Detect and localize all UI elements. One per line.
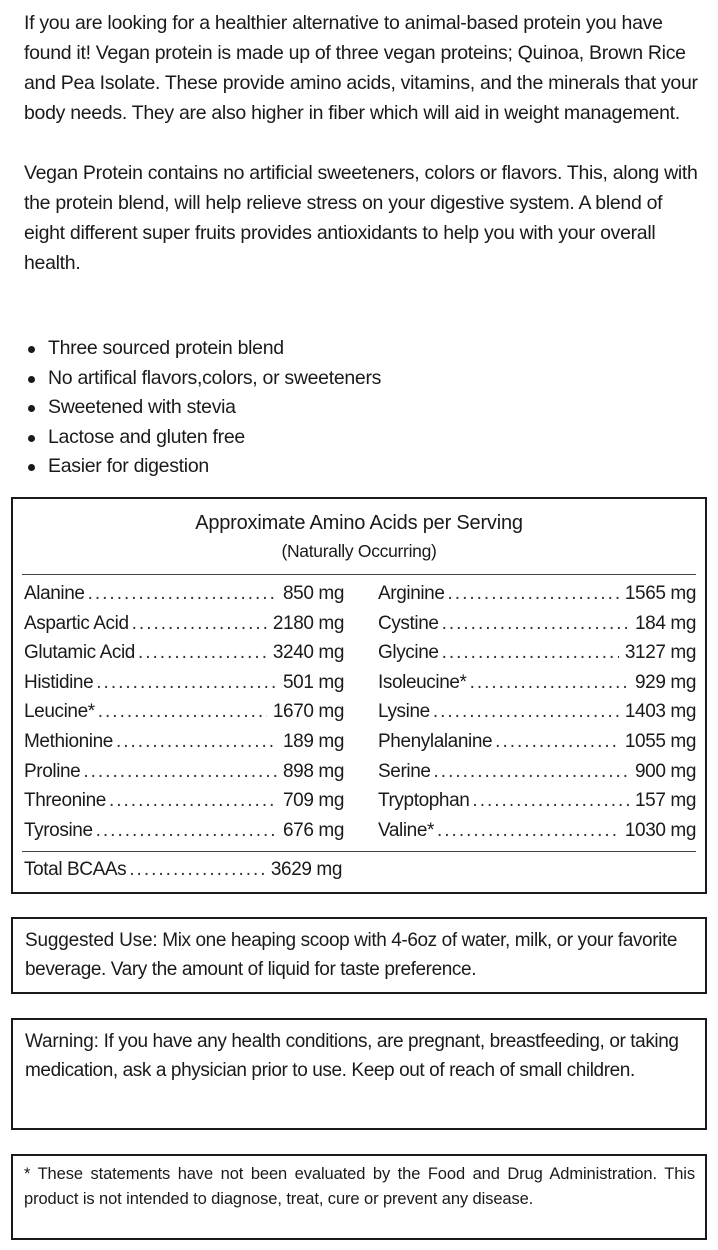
dot-leader bbox=[129, 859, 265, 881]
amino-column-right bbox=[378, 583, 696, 849]
amino-row bbox=[24, 820, 344, 850]
dot-leader bbox=[434, 761, 629, 783]
suggested-use-text bbox=[25, 927, 695, 984]
amino-name: Proline bbox=[24, 760, 81, 782]
dot-leader bbox=[88, 583, 277, 605]
amino-value: 184 mg bbox=[635, 612, 696, 634]
amino-name: Lysine bbox=[378, 701, 430, 723]
total-bcaas-row bbox=[24, 859, 342, 889]
intro-paragraph-2: Vegan Protein contains no artificial sweeteners, colors or flavors. This, along with the protein blend, will help relieve stress on your digestive system. A blend of eight different super fruits provides antioxidants to help you with your overall health. bbox=[24, 162, 698, 274]
amino-value: 1030 mg bbox=[624, 819, 696, 841]
amino-name: Valine* bbox=[378, 819, 434, 841]
feature-bullet-list bbox=[24, 334, 684, 482]
amino-row bbox=[24, 583, 344, 613]
amino-name: Methionine bbox=[24, 730, 113, 752]
warning-panel bbox=[11, 1018, 707, 1130]
table-divider bbox=[22, 574, 696, 575]
intro-paragraph-1: If you are looking for a healthier alternative to animal-based protein you have found it! Vegan protein is made up of three vegan proteins; Quinoa, Brown Rice and Pea Isolate. These provide amino acids, vitamins, and the minerals that your body needs. They are also higher in fiber which will aid in weight management. bbox=[24, 12, 698, 124]
amino-value: 2180 mg bbox=[272, 612, 344, 634]
amino-row bbox=[24, 613, 344, 643]
amino-row bbox=[378, 701, 696, 731]
fda-disclaimer-panel bbox=[11, 1154, 707, 1240]
warning-text bbox=[25, 1028, 695, 1085]
amino-value: 676 mg bbox=[283, 819, 344, 841]
feature-bullet: Sweetened with stevia bbox=[24, 393, 684, 423]
warning-body: If you have any health conditions, are pregnant, breastfeeding, or taking medication, ask a physician prior to use. Keep out of reach of small children. bbox=[25, 1031, 679, 1081]
amino-value: 3127 mg bbox=[624, 642, 696, 664]
dot-leader bbox=[98, 701, 267, 723]
amino-value: 709 mg bbox=[283, 790, 344, 812]
amino-name: Serine bbox=[378, 760, 431, 782]
amino-row bbox=[24, 790, 344, 820]
total-bcaas-label: Total BCAAs bbox=[24, 859, 127, 880]
amino-value: 1670 mg bbox=[272, 701, 344, 723]
amino-row bbox=[378, 761, 696, 791]
amino-name: Phenylalanine bbox=[378, 730, 493, 752]
amino-value: 850 mg bbox=[283, 583, 344, 604]
dot-leader bbox=[442, 642, 619, 664]
dot-leader bbox=[96, 820, 277, 842]
amino-name: Glutamic Acid bbox=[24, 642, 135, 664]
amino-row bbox=[24, 701, 344, 731]
dot-leader bbox=[138, 642, 267, 664]
amino-value: 189 mg bbox=[283, 730, 344, 752]
amino-name: Histidine bbox=[24, 671, 94, 693]
amino-value: 1055 mg bbox=[624, 730, 696, 752]
suggested-use-panel bbox=[11, 917, 707, 994]
dot-leader bbox=[495, 731, 619, 753]
amino-row bbox=[24, 642, 344, 672]
feature-bullet: Easier for digestion bbox=[24, 452, 684, 482]
amino-name: Glycine bbox=[378, 642, 439, 664]
dot-leader bbox=[433, 701, 619, 723]
amino-name: Threonine bbox=[24, 790, 106, 812]
amino-table-title: Approximate Amino Acids per Serving bbox=[195, 512, 523, 534]
fda-disclaimer-text: * These statements have not been evaluated by the Food and Drug Administration. This product is not intended to diagnose, treat, cure or prevent any disease. bbox=[24, 1165, 695, 1208]
amino-name: Tryptophan bbox=[378, 790, 470, 812]
amino-row bbox=[378, 790, 696, 820]
dot-leader bbox=[132, 613, 267, 635]
total-bcaas-value: 3629 mg bbox=[270, 859, 342, 880]
warning-label: Warning: bbox=[25, 1031, 99, 1052]
amino-table-subtitle: (Naturally Occurring) bbox=[281, 541, 437, 561]
dot-leader bbox=[96, 672, 277, 694]
suggested-use-body: Mix one heaping scoop with 4-6oz of water, milk, or your favorite beverage. Vary the amount of liquid for taste preference. bbox=[25, 930, 677, 980]
amino-column-left bbox=[24, 583, 344, 849]
amino-value: 3240 mg bbox=[272, 642, 344, 664]
amino-value: 157 mg bbox=[635, 790, 696, 812]
feature-bullet: No artifical flavors,colors, or sweeteners bbox=[24, 364, 684, 394]
amino-row bbox=[24, 672, 344, 702]
amino-row bbox=[378, 583, 696, 613]
amino-acids-panel bbox=[11, 497, 707, 894]
amino-name: Isoleucine* bbox=[378, 671, 467, 693]
amino-name: Cystine bbox=[378, 612, 439, 634]
dot-leader bbox=[116, 731, 277, 753]
amino-row bbox=[378, 642, 696, 672]
amino-name: Tyrosine bbox=[24, 819, 93, 841]
amino-row bbox=[378, 672, 696, 702]
table-divider bbox=[22, 851, 696, 852]
amino-value: 1403 mg bbox=[624, 701, 696, 723]
amino-row bbox=[24, 731, 344, 761]
amino-name: Aspartic Acid bbox=[24, 612, 129, 634]
feature-bullet: Three sourced protein blend bbox=[24, 334, 684, 364]
dot-leader bbox=[470, 672, 629, 694]
amino-value: 1565 mg bbox=[624, 583, 696, 604]
amino-row bbox=[378, 731, 696, 761]
amino-value: 501 mg bbox=[283, 671, 344, 693]
amino-name: Arginine bbox=[378, 583, 445, 604]
amino-row bbox=[24, 761, 344, 791]
dot-leader bbox=[83, 761, 277, 783]
amino-name: Alanine bbox=[24, 583, 85, 604]
intro-text bbox=[24, 8, 704, 278]
dot-leader bbox=[109, 790, 277, 812]
amino-value: 929 mg bbox=[635, 671, 696, 693]
amino-row bbox=[378, 613, 696, 643]
dot-leader bbox=[442, 613, 629, 635]
amino-value: 898 mg bbox=[283, 760, 344, 782]
dot-leader bbox=[437, 820, 619, 842]
dot-leader bbox=[448, 583, 619, 605]
feature-bullet: Lactose and gluten free bbox=[24, 423, 684, 453]
dot-leader bbox=[472, 790, 629, 812]
amino-value: 900 mg bbox=[635, 760, 696, 782]
suggested-use-label: Suggested Use: bbox=[25, 930, 158, 951]
amino-name: Leucine* bbox=[24, 701, 95, 723]
amino-row bbox=[378, 820, 696, 850]
